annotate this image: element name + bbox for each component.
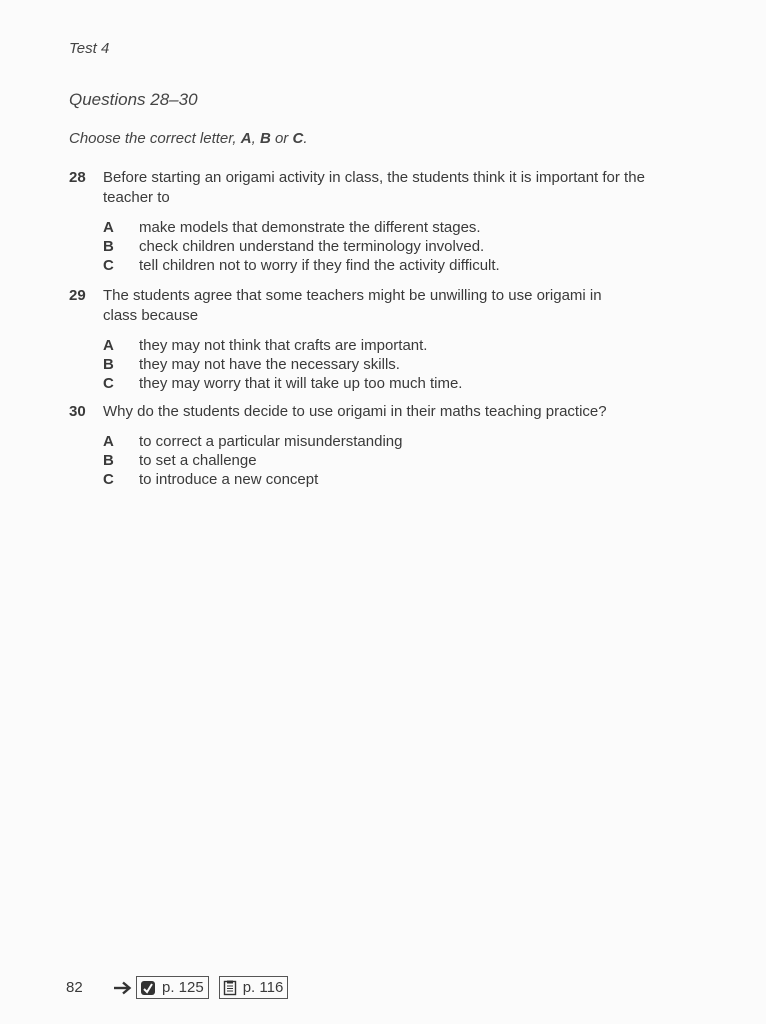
options-list [103, 336, 709, 393]
option-b [103, 451, 709, 470]
option-text: to introduce a new concept [139, 471, 319, 488]
question-text [103, 286, 709, 326]
question-line: teacher to [103, 189, 170, 206]
option-a [103, 336, 709, 355]
option-text: they may not have the necessary skills. [139, 356, 400, 373]
right-arrow-icon [112, 980, 134, 996]
option-letter: A [103, 219, 114, 236]
option-text: make models that demonstrate the different stages. [139, 219, 481, 236]
question-number: 30 [69, 403, 86, 420]
option-letter: C [103, 471, 114, 488]
question-29 [69, 286, 709, 393]
question-number: 29 [69, 287, 86, 304]
page-number: 82 [66, 979, 83, 996]
question-30 [69, 402, 709, 489]
answer-key-reference[interactable] [136, 976, 209, 999]
option-letter: C [103, 257, 114, 274]
answer-key-page: p. 125 [162, 979, 204, 996]
option-letter: A [103, 337, 114, 354]
instruction-letter-c: C [292, 130, 304, 147]
question-number: 28 [69, 169, 86, 186]
question-text [103, 402, 709, 422]
option-letter: C [103, 375, 114, 392]
option-text: to set a challenge [139, 452, 257, 469]
instruction-sep: or [270, 130, 293, 147]
option-c [103, 470, 709, 489]
option-a [103, 432, 709, 451]
option-text: they may not think that crafts are important. [139, 337, 428, 354]
options-list [103, 218, 709, 275]
option-text: check children understand the terminology involved. [139, 238, 485, 255]
instruction-suffix: . [303, 130, 308, 147]
option-c [103, 256, 709, 275]
option-b [103, 237, 709, 256]
transcript-page: p. 116 [242, 979, 284, 996]
questions-title: Questions 28–30 [69, 90, 198, 109]
question-text [103, 168, 709, 208]
question-line: Before starting an origami activity in class, the students think it is important for the [103, 169, 645, 186]
options-list [103, 432, 709, 489]
option-text: tell children not to worry if they find the activity difficult. [139, 257, 500, 274]
option-a [103, 218, 709, 237]
instruction [69, 130, 308, 147]
option-c [103, 374, 709, 393]
transcript-reference[interactable] [219, 976, 289, 999]
option-letter: B [103, 356, 114, 373]
question-line: The students agree that some teachers might be unwilling to use origami in [103, 287, 602, 304]
option-letter: B [103, 452, 114, 469]
instruction-sep: , [251, 130, 260, 147]
instruction-letter-a: A [240, 130, 252, 147]
test-label: Test 4 [69, 40, 110, 57]
question-line: Why do the students decide to use origami in their maths teaching practice? [103, 403, 607, 420]
option-b [103, 355, 709, 374]
option-text: they may worry that it will take up too much time. [139, 375, 463, 392]
option-letter: B [103, 238, 114, 255]
instruction-prefix: Choose the correct letter, [69, 130, 241, 147]
option-letter: A [103, 433, 114, 450]
question-28 [69, 168, 709, 275]
page-footer [66, 976, 298, 999]
option-text: to correct a particular misunderstanding [139, 433, 403, 450]
transcript-icon [223, 980, 237, 996]
answer-key-icon [140, 980, 156, 996]
question-line: class because [103, 307, 199, 324]
instruction-letter-b: B [259, 130, 271, 147]
